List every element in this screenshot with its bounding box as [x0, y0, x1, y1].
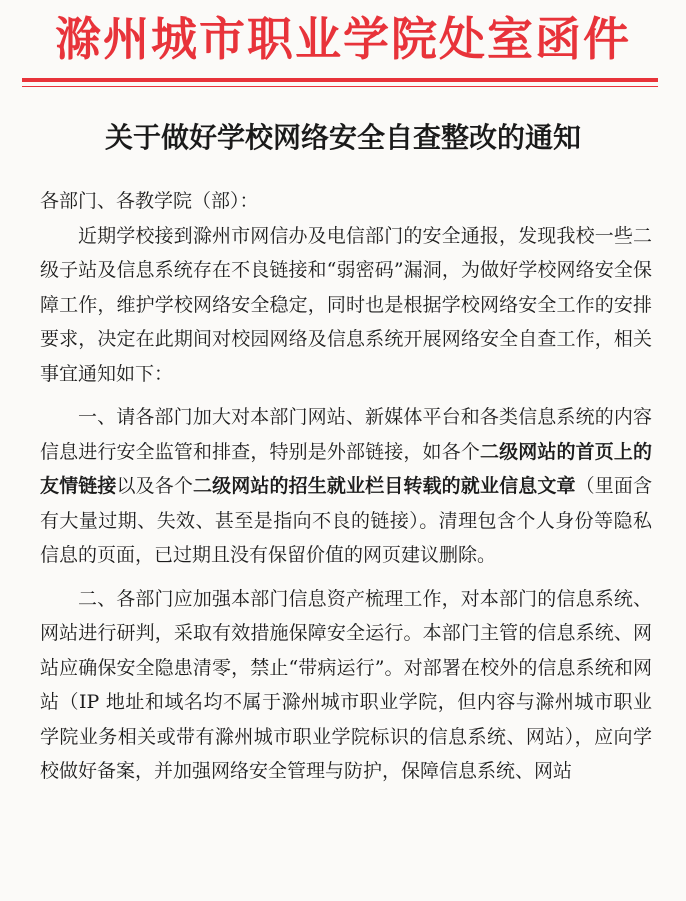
item-1-paragraph — [40, 400, 652, 573]
document-body — [40, 184, 652, 789]
item-1-text-a: 一、请各部门加大对本部门网站、新媒体平台和各类信息系统的内容信息进行安全监管和排查，特别是外部链接，如各个 — [40, 406, 652, 463]
letterhead-rule-thick — [22, 78, 658, 82]
letterhead-title: 滁州城市职业学院处室函件 — [55, 12, 631, 66]
letterhead-rule-thin — [22, 86, 658, 87]
salutation: 各部门、各教学院（部）： — [40, 190, 259, 212]
item-2-paragraph: 二、各部门应加强本部门信息资产梳理工作，对本部门的信息系统、网站进行研判，采取有效措施保障安全运行。本部门主管的信息系统、网站应确保安全隐患清零，禁止“带病运行”。对部署在校外的信息系统和网站（IP 地址和域名均不属于滁州城市职业学院，但内容与滁州城市职业学院业务相关或带有滁州城市职业学院标识的信息系统、网站），应向学校做好备案，并加强网络安全管理与防护，保障信息系统、网站 — [40, 587, 652, 782]
item-1-emphasis-job-articles: 二级网站的招生就业栏目转载的就业信息文章 — [193, 475, 576, 497]
item-1-text-b: 以及各个 — [116, 475, 194, 497]
item-1-emphasis-friend-links: 二级网站的首页上的友情链接 — [40, 440, 652, 497]
document-title: 关于做好学校网络安全自查整改的通知 — [104, 121, 581, 154]
intro-paragraph: 近期学校接到滁州市网信办及电信部门的安全通报，发现我校一些二级子站及信息系统存在不良链接和“弱密码”漏洞，为做好学校网络安全保障工作，维护学校网络安全稳定，同时也是根据学校网络安全工作的安排要求，决定在此期间对校园网络及信息系统开展网络安全自查工作，相关事宜通知如下： — [40, 224, 652, 385]
item-1-text-c: （里面含有大量过期、失效、甚至是指向不良的链接）。清理包含个人身份等隐私信息的页面，已过期且没有保留价值的网页建议删除。 — [40, 475, 652, 566]
